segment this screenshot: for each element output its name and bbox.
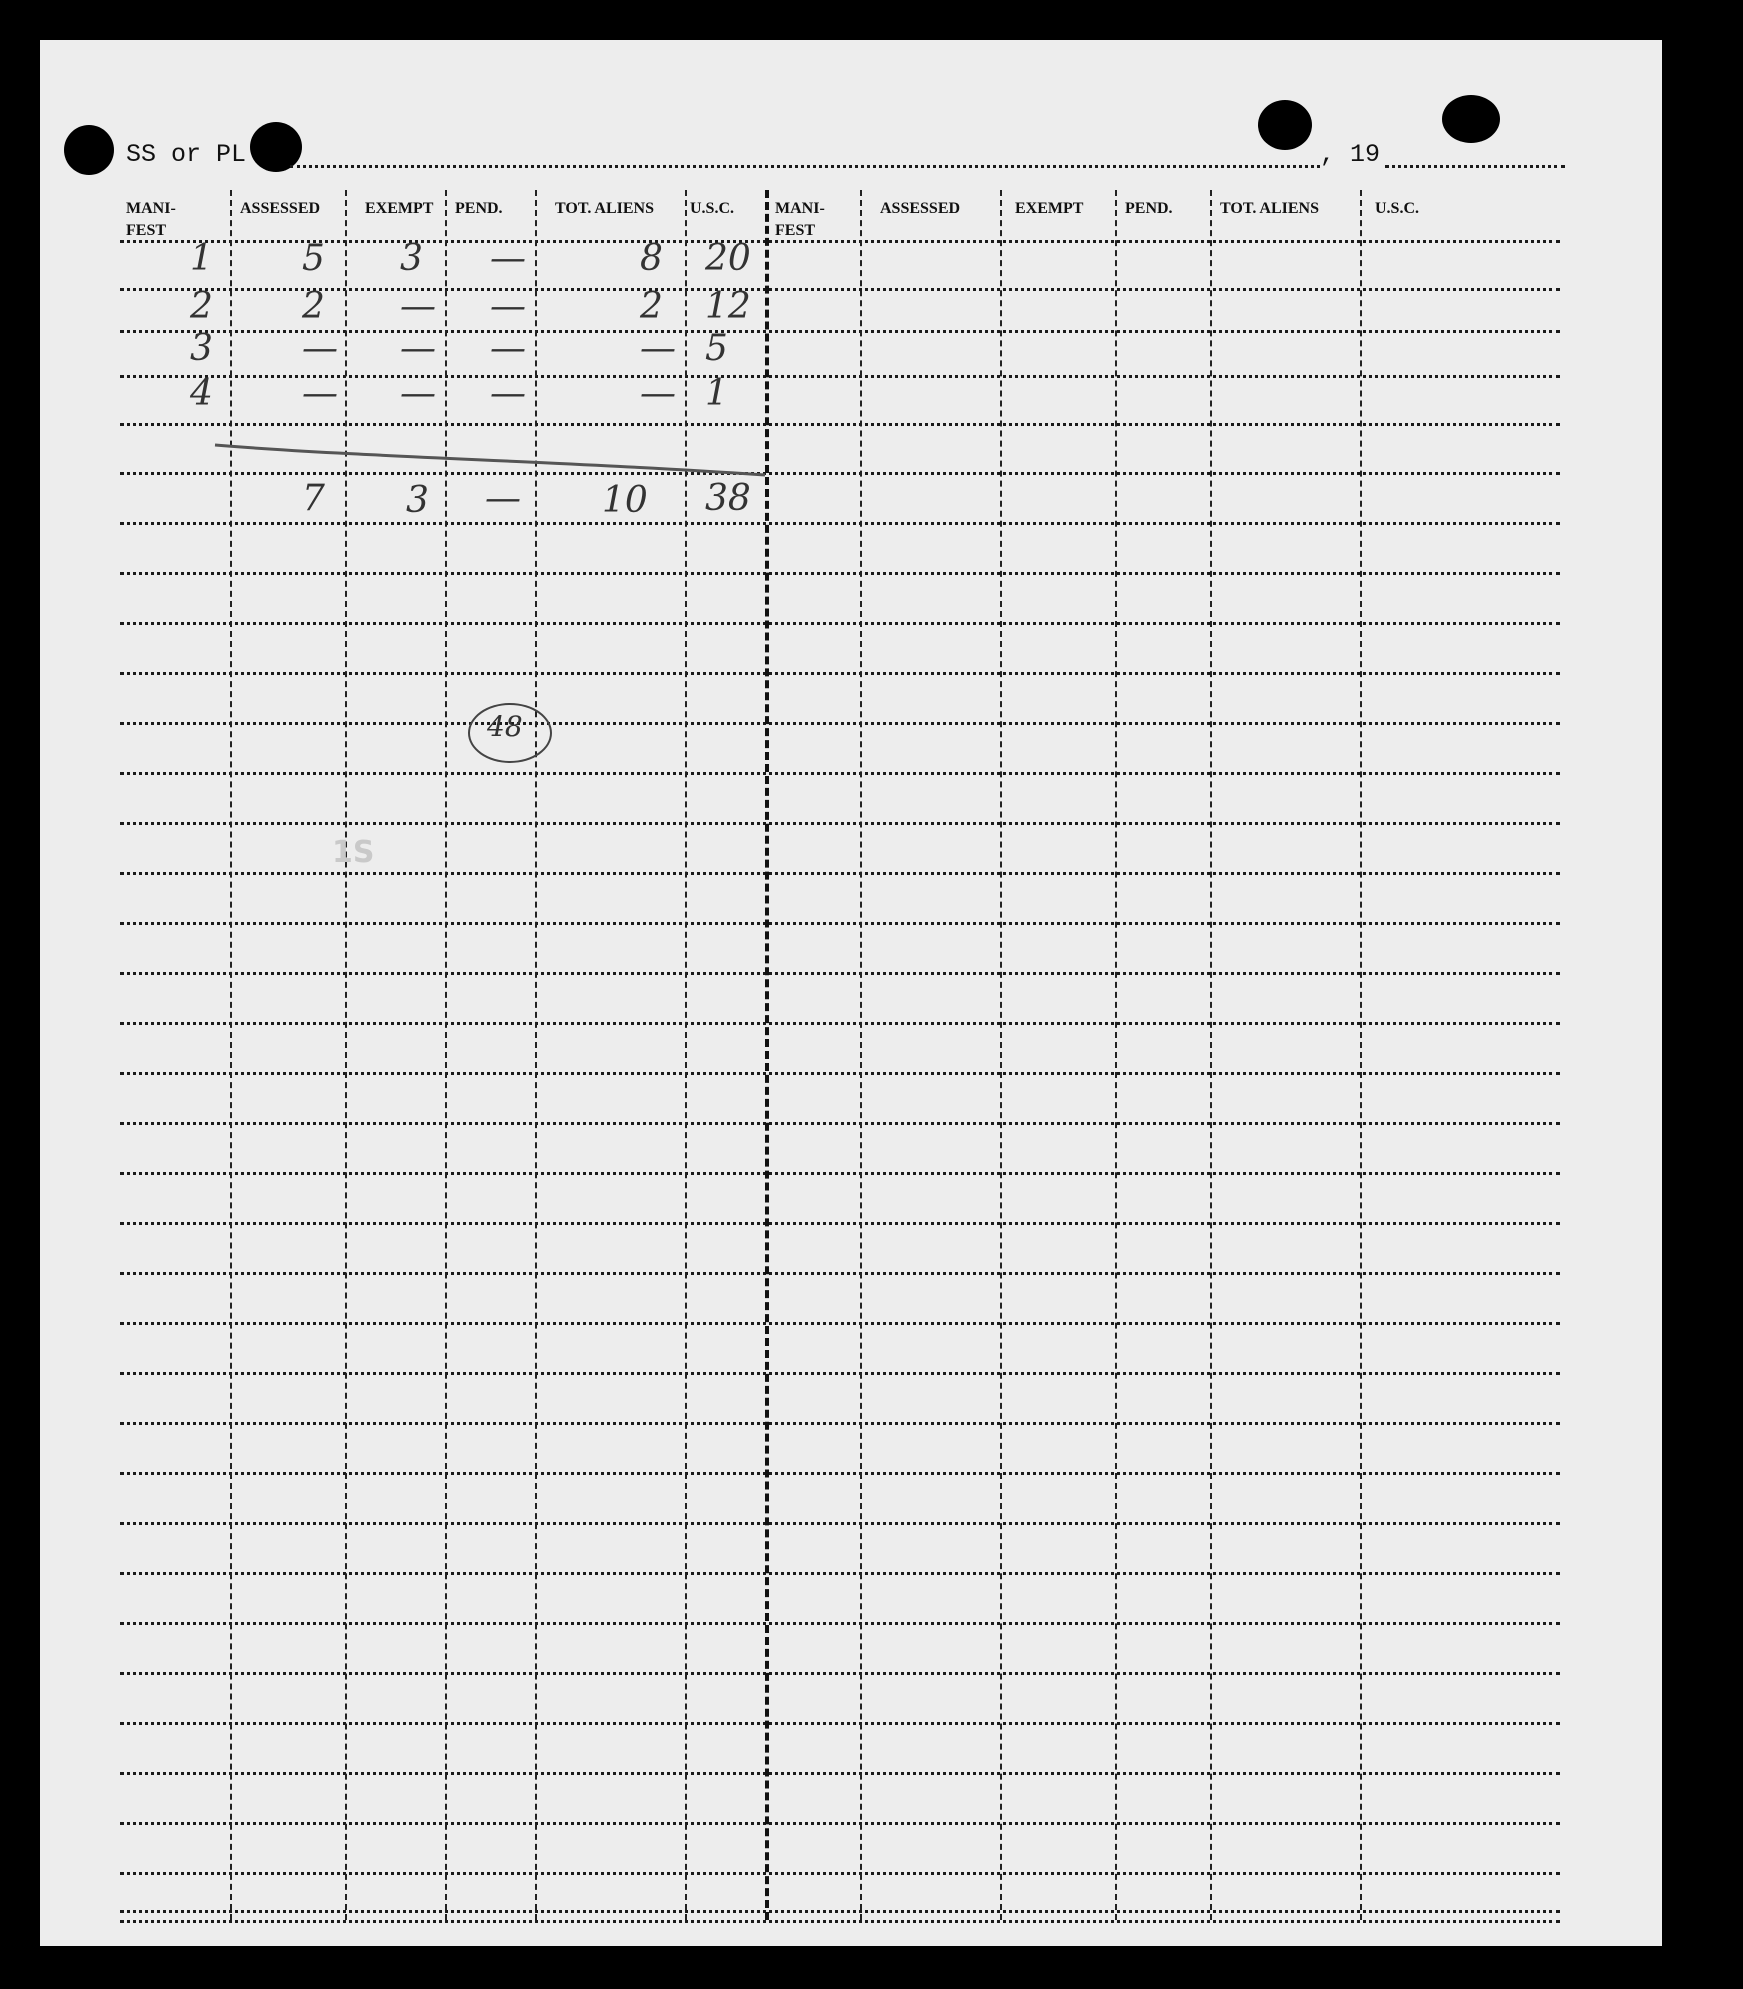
- grid-row-rule: [120, 423, 1560, 426]
- entry-tot-aliens: 2: [640, 286, 663, 327]
- header-assessed-left: ASSESSED: [240, 200, 321, 217]
- grid-column-rule: [860, 190, 862, 1920]
- grid-row-rule: [120, 1772, 1560, 1775]
- total-tot-aliens: 10: [602, 480, 648, 521]
- punch-hole-4: [1442, 95, 1500, 143]
- grid-row-rule: [120, 1272, 1560, 1275]
- entry-pend: —: [490, 286, 526, 327]
- document-sheet: [40, 40, 1662, 1946]
- grid-row-rule: [120, 1822, 1560, 1825]
- entry-exempt: 3: [400, 238, 423, 279]
- grid-row-rule: [120, 1072, 1560, 1075]
- entry-assessed: —: [302, 328, 338, 369]
- grid-row-rule: [120, 240, 1560, 243]
- entry-tot-aliens: —: [640, 328, 676, 369]
- header-exempt-left: EXEMPT: [365, 200, 434, 217]
- grid-row-rule: [120, 1322, 1560, 1325]
- entry-assessed: 5: [302, 238, 325, 279]
- total-usc: 38: [705, 478, 751, 519]
- grid-row-rule: [120, 1872, 1560, 1875]
- entry-usc: 5: [705, 328, 728, 369]
- entry-manifest: 2: [190, 286, 213, 327]
- header-exempt-right: EXEMPT: [1015, 200, 1084, 217]
- grid-row-rule: [120, 872, 1560, 875]
- grid-row-rule: [120, 822, 1560, 825]
- entry-exempt: —: [400, 373, 436, 414]
- grid-row-rule: [120, 288, 1560, 291]
- grid-column-rule: [1210, 190, 1212, 1920]
- grid-row-rule: [120, 1422, 1560, 1425]
- grid-row-rule: [120, 772, 1560, 775]
- grid-row-rule: [120, 1920, 1560, 1923]
- total-exempt: 3: [406, 480, 429, 521]
- grid-row-rule: [120, 922, 1560, 925]
- total-assessed: 7: [302, 478, 325, 519]
- header-pend-left: PEND.: [455, 200, 503, 217]
- grid-row-rule: [120, 1472, 1560, 1475]
- header-assessed-right: ASSESSED: [880, 200, 961, 217]
- entry-usc: 1: [705, 373, 728, 414]
- grid-row-rule: [120, 572, 1560, 575]
- entry-tot-aliens: —: [640, 373, 676, 414]
- date-label: , 19: [1320, 140, 1381, 169]
- header-usc-left: U.S.C.: [690, 200, 735, 217]
- entry-usc: 20: [705, 238, 751, 279]
- entry-exempt: —: [400, 328, 436, 369]
- total-pend: —: [485, 478, 521, 519]
- grid-row-rule: [120, 1722, 1560, 1725]
- entry-assessed: 2: [302, 286, 325, 327]
- entry-usc: 12: [705, 286, 751, 327]
- header-pend-right: PEND.: [1125, 200, 1173, 217]
- grid-row-rule: [120, 1572, 1560, 1575]
- grid-column-rule: [1115, 190, 1117, 1920]
- entry-exempt: —: [400, 286, 436, 327]
- header-tot-aliens-right: TOT. ALIENS: [1220, 200, 1320, 217]
- entry-pend: —: [490, 328, 526, 369]
- entry-tot-aliens: 8: [640, 238, 663, 279]
- grid-row-rule: [120, 1372, 1560, 1375]
- entry-assessed: —: [302, 373, 338, 414]
- ship-label: SS or PL: [126, 140, 247, 169]
- punch-hole-3: [1258, 100, 1312, 150]
- header-usc-right: U.S.C.: [1375, 200, 1420, 217]
- punch-hole-1: [64, 125, 114, 175]
- entry-manifest: 3: [190, 328, 213, 369]
- grid-row-rule: [120, 1910, 1560, 1913]
- grid-row-rule: [120, 1022, 1560, 1025]
- grid-row-rule: [120, 1122, 1560, 1125]
- grid-row-rule: [120, 722, 1560, 725]
- grid-row-rule: [120, 1622, 1560, 1625]
- header-manifest-left: MANI- FEST: [126, 200, 176, 239]
- grid-column-rule: [1000, 190, 1002, 1920]
- grid-row-rule: [120, 1672, 1560, 1675]
- ship-name-line: [290, 165, 1320, 168]
- grid-row-rule: [120, 1172, 1560, 1175]
- grid-column-rule: [1360, 190, 1362, 1920]
- entry-pend: —: [490, 238, 526, 279]
- header-tot-aliens-left: TOT. ALIENS: [555, 200, 655, 217]
- grid-row-rule: [120, 522, 1560, 525]
- grid-row-rule: [120, 622, 1560, 625]
- year-line: [1385, 165, 1565, 168]
- grid-row-rule: [120, 1222, 1560, 1225]
- grid-row-rule: [120, 1522, 1560, 1525]
- entry-manifest: 4: [190, 373, 213, 414]
- circled-note: 48: [487, 710, 523, 743]
- entry-pend: —: [490, 373, 526, 414]
- header-manifest-right: MANI- FEST: [775, 200, 825, 239]
- entry-manifest: 1: [190, 238, 213, 279]
- grid-row-rule: [120, 972, 1560, 975]
- grid-row-rule: [120, 672, 1560, 675]
- faint-mark: 1S: [332, 835, 375, 870]
